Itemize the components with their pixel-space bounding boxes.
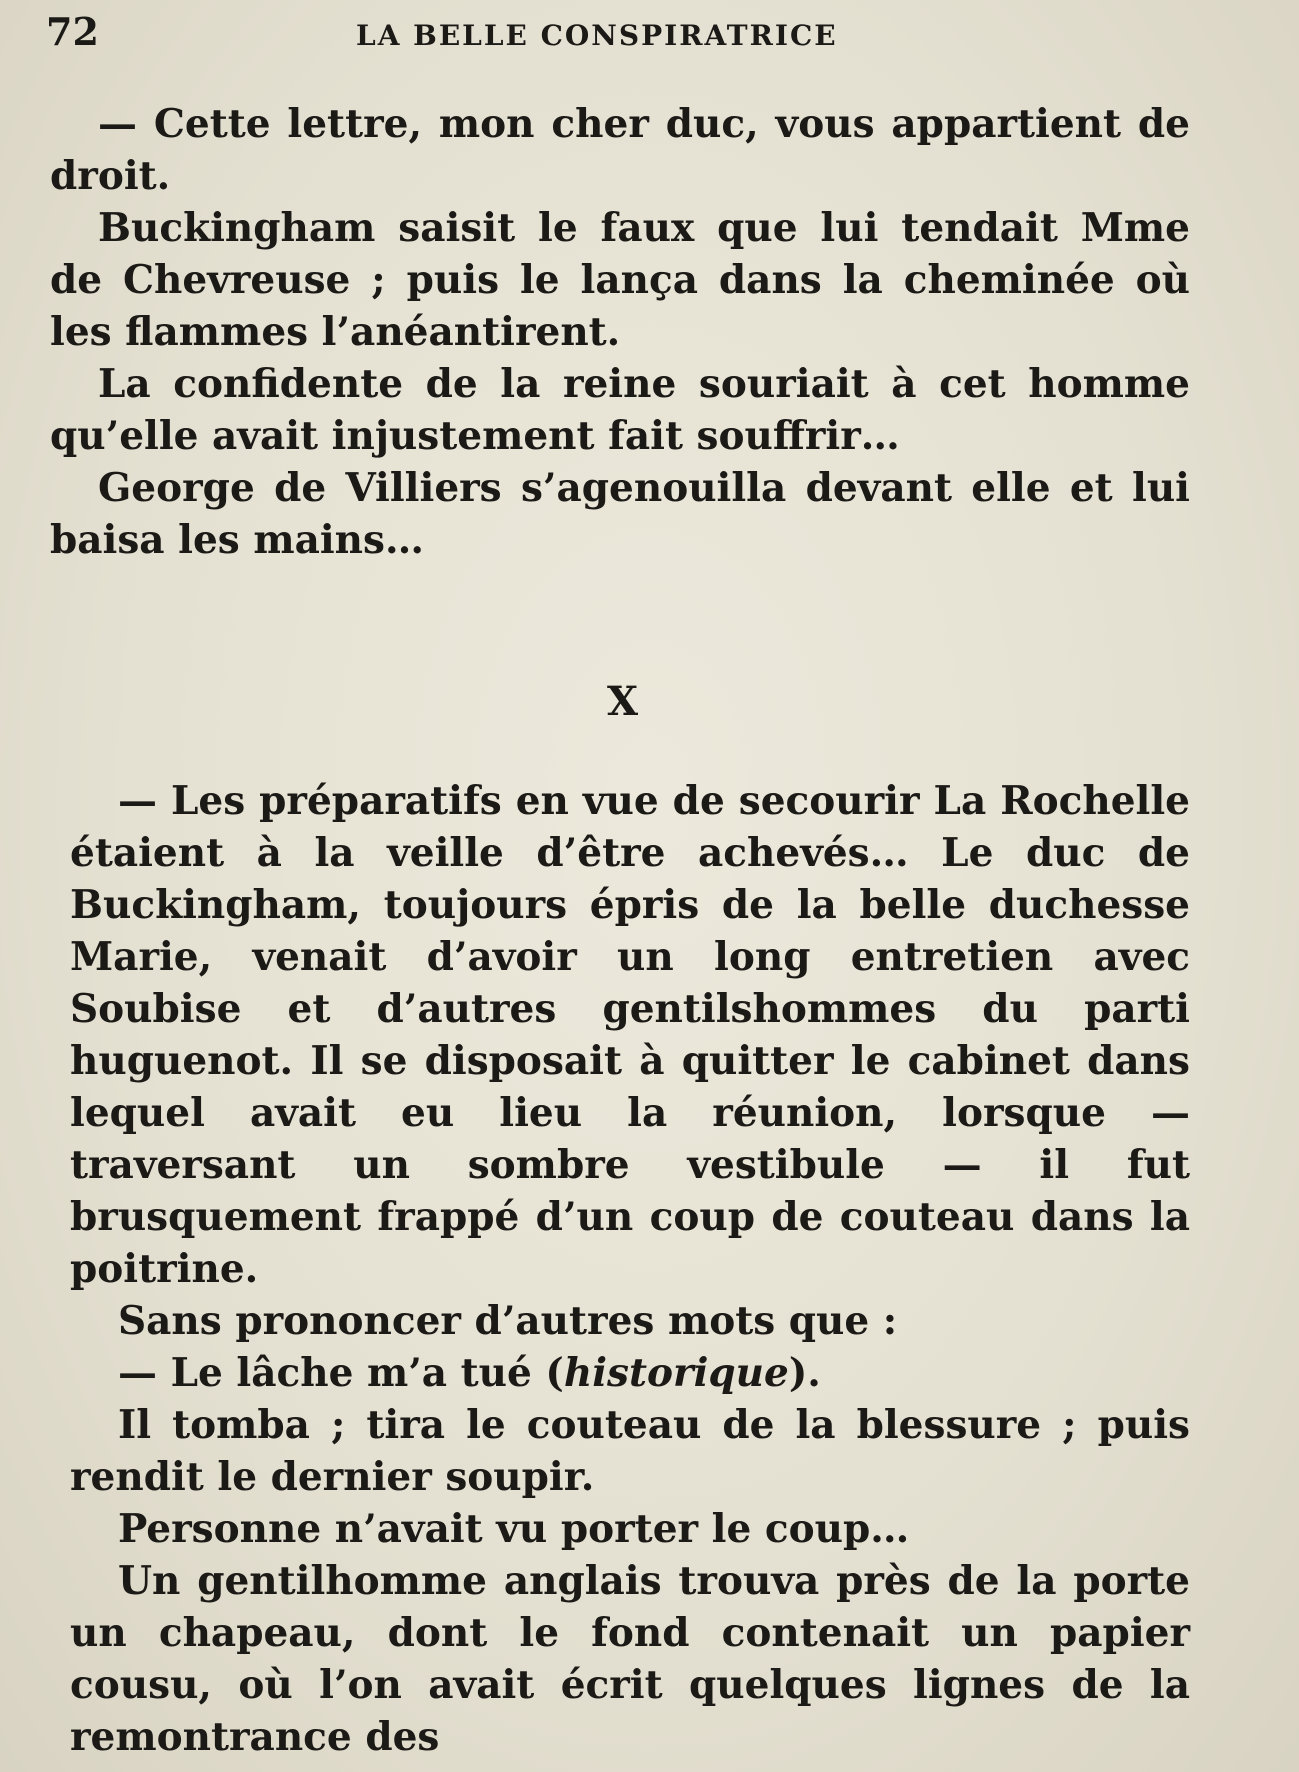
running-head <box>46 8 1186 56</box>
quote-text: — Le lâche m’a tué ( <box>118 1350 564 1396</box>
paragraph: — Les préparatifs en vue de secourir La Rochelle étaient à la veille d’être achevés… Le duc de Buckingham, toujours épris de la belle duchesse Marie, venait d’avoir un long entretien avec Soubise et d’autres gentilshommes du parti huguenot. Il se disposait à quitter le cabinet dans lequel avait eu lieu la réunion, lorsque — traversant un sombre vestibule — il fut brusquement frappé d’un coup de couteau dans la poitrine. <box>70 778 1190 1292</box>
paragraph: George de Villiers s’agenouilla devant elle et lui baisa les mains… <box>50 465 1190 563</box>
text-section-2 <box>70 775 1190 1763</box>
paragraph: La confidente de la reine souriait à cet homme qu’elle avait injustement fait souffrir… <box>50 361 1190 459</box>
paragraph: Un gentilhomme anglais trouva près de la porte un chapeau, dont le fond contenait un papier cousu, où l’on avait écrit quelques lignes de la remontrance des <box>70 1558 1190 1760</box>
page-number: 72 <box>46 9 99 54</box>
book-title: LA BELLE CONSPIRATRICE <box>356 19 838 52</box>
quote-text-end: ). <box>788 1350 821 1396</box>
paragraph: — Cette lettre, mon cher duc, vous appartient de droit. <box>50 101 1190 199</box>
paragraph: Buckingham saisit le faux que lui tendait Mme de Chevreuse ; puis le lança dans la cheminée où les flammes l’anéantirent. <box>50 205 1190 355</box>
chapter-number: X <box>606 678 639 725</box>
paragraph: Sans prononcer d’autres mots que : <box>118 1298 898 1344</box>
quote-paragraph <box>70 1347 1190 1399</box>
paragraph: Personne n’avait vu porter le coup… <box>118 1506 910 1552</box>
text-section-1 <box>50 98 1190 566</box>
paragraph: Il tomba ; tira le couteau de la blessure ; puis rendit le dernier soupir. <box>70 1402 1190 1500</box>
quote-emphasis: historique <box>563 1350 789 1396</box>
